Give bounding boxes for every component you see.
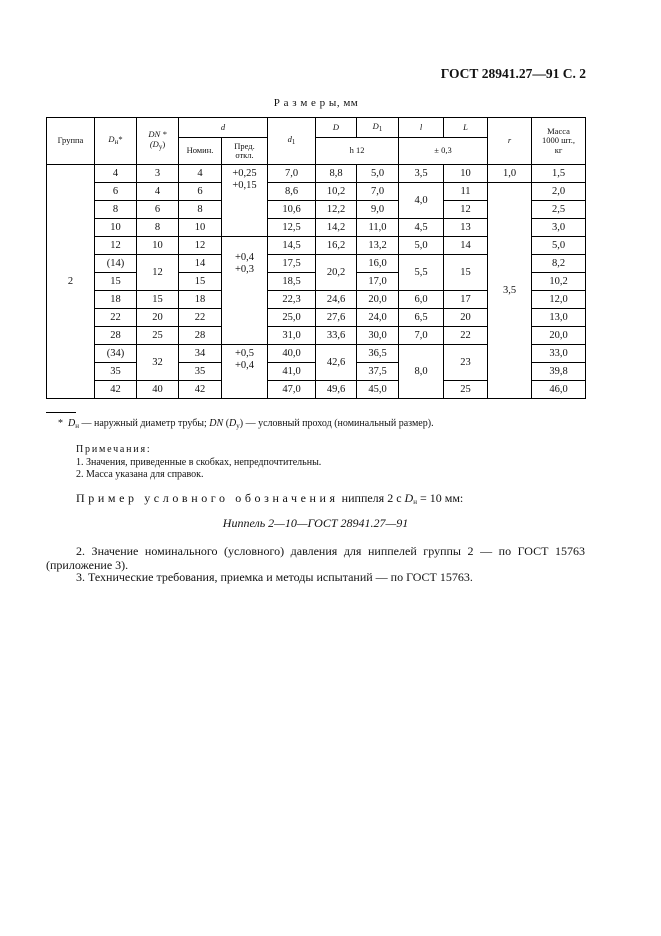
cell-DN: 15: [137, 291, 179, 309]
cell-mass: 13,0: [532, 309, 586, 327]
cell-L: 20: [444, 309, 488, 327]
col-mass-header: Масса 1000 шт., кг: [532, 118, 586, 165]
cell-d1: 47,0: [268, 381, 316, 399]
cell-d-dev: +0,25 +0,15: [222, 165, 268, 237]
cell-dn: 10: [95, 219, 137, 237]
cell-DN: 12: [137, 255, 179, 291]
cell-D1: 30,0: [357, 327, 399, 345]
cell-D1: 17,0: [357, 273, 399, 291]
cell-d-nom: 15: [179, 273, 222, 291]
cell-mass: 12,0: [532, 291, 586, 309]
cell-d1: 8,6: [268, 183, 316, 201]
table-title: Р а з м е р ы, мм: [273, 97, 359, 109]
cell-d-nom: 28: [179, 327, 222, 345]
cell-l: 8,0: [399, 345, 444, 399]
note-2: 2. Масса указана для справок.: [76, 469, 204, 480]
cell-d1: 10,6: [268, 201, 316, 219]
cell-d-nom: 4: [179, 165, 222, 183]
cell-DN: 8: [137, 219, 179, 237]
note-1: 1. Значения, приведенные в скобках, непредпочтительны.: [76, 457, 322, 468]
cell-mass: 39,8: [532, 363, 586, 381]
tolerance-h12: h 12: [316, 138, 399, 165]
col-group-header: Группа: [47, 118, 95, 165]
cell-D: 24,6: [316, 291, 357, 309]
cell-D1: 9,0: [357, 201, 399, 219]
cell-L: 22: [444, 327, 488, 345]
cell-d-nom: 35: [179, 363, 222, 381]
paragraph-3: 3. Технические требования, приемка и методы испытаний — по ГОСТ 15763.: [76, 570, 473, 584]
cell-DN: 10: [137, 237, 179, 255]
cell-D: 20,2: [316, 255, 357, 291]
cell-D: 33,6: [316, 327, 357, 345]
cell-D1: 37,5: [357, 363, 399, 381]
cell-D1: 45,0: [357, 381, 399, 399]
col-d-nom-header: Номин.: [179, 138, 222, 165]
cell-d1: 31,0: [268, 327, 316, 345]
col-DN-header: DN * $(D_y)$: [137, 118, 179, 165]
cell-D: 10,2: [316, 183, 357, 201]
cell-d1: 14,5: [268, 237, 316, 255]
col-L-header: L: [444, 118, 488, 138]
cell-dn: 42: [95, 381, 137, 399]
notes-heading: Примечания:: [76, 444, 152, 455]
cell-d1: 7,0: [268, 165, 316, 183]
cell-D1: 7,0: [357, 183, 399, 201]
cell-mass: 2,0: [532, 183, 586, 201]
cell-l: 4,0: [399, 183, 444, 219]
cell-L: 13: [444, 219, 488, 237]
group-cell: 2: [47, 165, 95, 399]
cell-DN: 4: [137, 183, 179, 201]
cell-dn: 18: [95, 291, 137, 309]
cell-l: 5,5: [399, 255, 444, 291]
cell-D1: 24,0: [357, 309, 399, 327]
cell-DN: 6: [137, 201, 179, 219]
cell-d-nom: 22: [179, 309, 222, 327]
cell-d-dev: +0,5 +0,4: [222, 345, 268, 399]
cell-D: 42,6: [316, 345, 357, 381]
cell-DN: 3: [137, 165, 179, 183]
cell-DN: 32: [137, 345, 179, 381]
col-dn-header: $D_н*$: [95, 118, 137, 165]
cell-mass: 46,0: [532, 381, 586, 399]
table-row: [47, 183, 586, 201]
cell-DN: 40: [137, 381, 179, 399]
cell-D1: 36,5: [357, 345, 399, 363]
col-d-header: d: [179, 118, 268, 138]
cell-d-nom: 18: [179, 291, 222, 309]
cell-dn: 4: [95, 165, 137, 183]
cell-D: 8,8: [316, 165, 357, 183]
col-d-dev-header: Пред. откл.: [222, 138, 268, 165]
footnote-divider: [46, 412, 76, 413]
cell-d-dev: +0,4 +0,3: [222, 237, 268, 345]
col-l-header: l: [399, 118, 444, 138]
cell-d1: 12,5: [268, 219, 316, 237]
cell-L: 15: [444, 255, 488, 291]
page-header: ГОСТ 28941.27—91 С. 2: [440, 66, 586, 81]
cell-d1: 18,5: [268, 273, 316, 291]
cell-D: 16,2: [316, 237, 357, 255]
cell-D: 12,2: [316, 201, 357, 219]
cell-D: 49,6: [316, 381, 357, 399]
cell-dn: 15: [95, 273, 137, 291]
cell-d-nom: 8: [179, 201, 222, 219]
cell-d-nom: 12: [179, 237, 222, 255]
cell-mass: 1,5: [532, 165, 586, 183]
cell-d1: 41,0: [268, 363, 316, 381]
cell-mass: 33,0: [532, 345, 586, 363]
cell-L: 12: [444, 201, 488, 219]
cell-dn: 35: [95, 363, 137, 381]
cell-mass: 2,5: [532, 201, 586, 219]
cell-L: 23: [444, 345, 488, 381]
designation-example: Ниппель 2—10—ГОСТ 28941.27—91: [222, 516, 409, 530]
cell-l: 5,0: [399, 237, 444, 255]
cell-l: 6,5: [399, 309, 444, 327]
cell-d1: 17,5: [268, 255, 316, 273]
cell-D1: 16,0: [357, 255, 399, 273]
cell-D: 14,2: [316, 219, 357, 237]
cell-D1: 20,0: [357, 291, 399, 309]
col-d1-header: $d_1$: [268, 118, 316, 165]
cell-DN: 25: [137, 327, 179, 345]
cell-mass: 8,2: [532, 255, 586, 273]
footnote: * $D_н$ — наружный диаметр трубы; DN $(D_y)$ — условный проход (номинальный размер).: [58, 418, 434, 430]
cell-l: 4,5: [399, 219, 444, 237]
cell-d-nom: 34: [179, 345, 222, 363]
cell-DN: 20: [137, 309, 179, 327]
cell-mass: 10,2: [532, 273, 586, 291]
cell-dn: 12: [95, 237, 137, 255]
cell-dn: (14): [95, 255, 137, 273]
cell-d1: 25,0: [268, 309, 316, 327]
col-r-header: r: [488, 118, 532, 165]
cell-r: 3,5: [488, 183, 532, 399]
cell-D1: 5,0: [357, 165, 399, 183]
example-line: Пример условного обозначения ниппеля 2 с $D_н = 10$ мм:: [76, 491, 464, 506]
cell-L: 14: [444, 237, 488, 255]
cell-D1: 13,2: [357, 237, 399, 255]
dimensions-table: [46, 117, 586, 399]
cell-mass: 5,0: [532, 237, 586, 255]
tolerance-pm: ± 0,3: [399, 138, 488, 165]
cell-d-nom: 10: [179, 219, 222, 237]
cell-D: 27,6: [316, 309, 357, 327]
cell-d1: 40,0: [268, 345, 316, 363]
cell-L: 25: [444, 381, 488, 399]
cell-l: 7,0: [399, 327, 444, 345]
cell-d-nom: 14: [179, 255, 222, 273]
col-D-header: D: [316, 118, 357, 138]
cell-L: 10: [444, 165, 488, 183]
cell-D1: 11,0: [357, 219, 399, 237]
cell-L: 17: [444, 291, 488, 309]
cell-dn: 22: [95, 309, 137, 327]
cell-dn: 28: [95, 327, 137, 345]
table-row: [47, 165, 586, 183]
paragraph-2: 2. Значение номинального (условного) давления для ниппелей группы 2 — по ГОСТ 15763 (приложение 3).: [46, 544, 585, 572]
cell-l: 3,5: [399, 165, 444, 183]
col-D1-header: $D_1$: [357, 118, 399, 138]
cell-dn: 6: [95, 183, 137, 201]
cell-L: 11: [444, 183, 488, 201]
cell-l: 6,0: [399, 291, 444, 309]
cell-mass: 3,0: [532, 219, 586, 237]
cell-dn: (34): [95, 345, 137, 363]
cell-dn: 8: [95, 201, 137, 219]
cell-d1: 22,3: [268, 291, 316, 309]
cell-mass: 20,0: [532, 327, 586, 345]
cell-r: 1,0: [488, 165, 532, 183]
cell-d-nom: 42: [179, 381, 222, 399]
cell-d-nom: 6: [179, 183, 222, 201]
